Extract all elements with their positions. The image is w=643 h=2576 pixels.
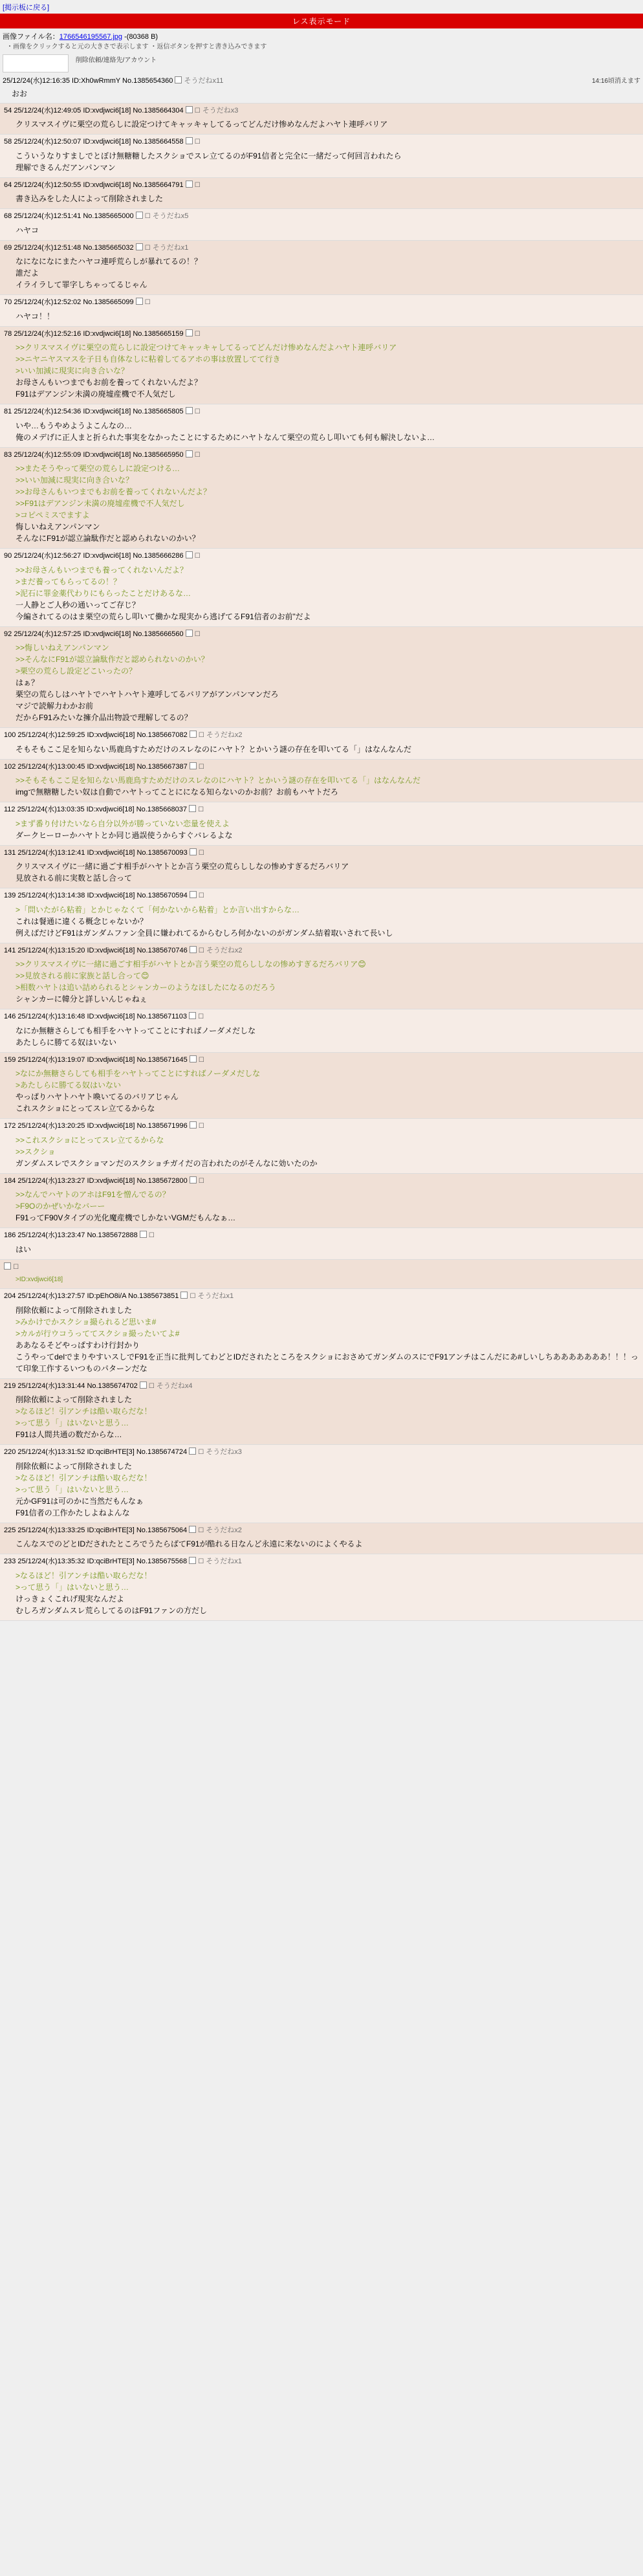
image-icon xyxy=(186,551,193,558)
image-icon xyxy=(190,731,197,738)
post xyxy=(0,627,643,728)
post-number: 92 xyxy=(4,630,12,638)
post-header xyxy=(4,890,640,902)
post xyxy=(0,241,643,295)
post-meta: 25/12/24(水)13:12:41 ID:xvdjwci6[18] No.1385670093 xyxy=(17,848,188,857)
image-icon xyxy=(189,1012,196,1019)
op-sodane[interactable]: そうだねx11 xyxy=(184,76,224,85)
post-header xyxy=(4,105,640,117)
post-header xyxy=(4,945,640,957)
sodane-button[interactable]: そうだねx1 xyxy=(206,1558,242,1565)
image-icon xyxy=(140,1231,147,1238)
post-number: 68 xyxy=(4,212,12,220)
post-number: 204 xyxy=(4,1292,16,1300)
post-meta: 25/12/24(水)13:19:07 ID:xvdjwci6[18] No.1385671645 xyxy=(17,1055,188,1064)
op-body: おお xyxy=(12,89,28,98)
delete-checkbox[interactable]: ☐ xyxy=(198,1123,204,1130)
post-header xyxy=(4,550,640,562)
delete-checkbox[interactable]: ☐ xyxy=(148,1232,155,1239)
sodane-button[interactable]: そうだねx2 xyxy=(206,1526,242,1534)
delete-checkbox[interactable]: ☐ xyxy=(198,1558,204,1565)
post-body: >>またそうやって栗空の荒らしに設定つける… >>いい加減に現実に向き合いな？ >>お母さんもいつまでもお前を養ってくれないんだよ？ >>F91はデアンジン未満の廃墟産機で不人気だし >コピペミスでますよ 悔しいねえアンパンマン そんなにF91が認立論駄作だと認められないのかい？ xyxy=(16,464,212,543)
post-header xyxy=(4,1229,640,1242)
delete-checkbox[interactable]: ☐ xyxy=(198,849,204,857)
post-number: 225 xyxy=(4,1526,16,1534)
post-header xyxy=(4,628,640,641)
post-header xyxy=(4,328,640,340)
post-number: 102 xyxy=(4,762,16,771)
sodane-button[interactable]: そうだねx4 xyxy=(156,1382,193,1390)
post-body: 削除依頼によって削除されました >なるほど！引アンチは酷い取らだな！ >って思う「」はいないと思う… F91は人間共通の数だからな… xyxy=(16,1395,152,1439)
post-number: 112 xyxy=(4,806,16,813)
delete-checkbox[interactable]: ☐ xyxy=(194,181,201,189)
post-number: 64 xyxy=(4,181,12,189)
back-to-board-label[interactable]: [掲示板に戻る] xyxy=(3,4,50,12)
post-meta: 25/12/24(水)12:50:55 ID:xvdjwci6[18] No.1385664791 xyxy=(14,181,184,189)
post-header xyxy=(4,729,640,742)
post-meta: 25/12/24(水)12:59:25 ID:xvdjwci6[18] No.1385667082 xyxy=(17,731,188,739)
post-body: 書き込みをした人によって削除されました xyxy=(16,194,164,203)
post-header xyxy=(4,449,640,461)
post-body: はい xyxy=(16,1244,32,1254)
image-icon xyxy=(136,212,143,219)
op-meta: 25/12/24(水)12:16:35 ID:Xh0wRmmY No.1385654360 xyxy=(3,76,173,85)
post-body: >>悔しいねえアンパンマン >>そんなにF91が認立論駄作だと認められないのかい？ >栗空の荒らし設定どこいったの？ はぁ？ 栗空の荒らしはハヤトでハヤトハヤト連呼してるバリアがアンパンマンだろ マジで読解力わかお前 だからF91みたいな擁介品出物設で理解してるの？ xyxy=(16,643,279,722)
image-icon xyxy=(186,407,193,414)
thumbnail-row xyxy=(0,52,643,74)
delete-checkbox[interactable]: ☐ xyxy=(194,330,201,338)
image-icon xyxy=(136,243,143,250)
post-meta: 25/12/24(水)12:55:09 ID:xvdjwci6[18] No.1385665950 xyxy=(14,450,184,459)
post-body: なにか無糖さらしても相手をハヤトってことにすればノーダメだしな あたしらに勝てる奴はいない xyxy=(16,1026,256,1047)
post-number: 219 xyxy=(4,1382,16,1390)
op-post xyxy=(0,74,643,103)
post-meta: 25/12/24(水)13:27:57 ID:pEhO8i/A No.1385673851 xyxy=(17,1292,179,1300)
post-number: 139 xyxy=(4,892,16,899)
post-meta: 25/12/24(水)13:20:25 ID:xvdjwci6[18] No.1385671996 xyxy=(17,1122,188,1130)
post-header xyxy=(4,1011,640,1023)
delete-checkbox[interactable]: ☐ xyxy=(198,1449,204,1456)
post-header xyxy=(4,847,640,859)
post-header xyxy=(4,1175,640,1187)
post xyxy=(0,1289,643,1378)
post xyxy=(0,728,643,759)
post-number: 131 xyxy=(4,848,16,857)
sodane-button[interactable]: そうだねx3 xyxy=(206,1448,242,1456)
op-expire-time: 14:16頃消えます xyxy=(591,77,640,85)
post-number: 220 xyxy=(4,1448,16,1456)
image-icon xyxy=(190,946,197,953)
post-header xyxy=(4,1290,640,1303)
post-header xyxy=(4,242,640,254)
post-number: 100 xyxy=(4,731,16,739)
back-to-board-link[interactable] xyxy=(0,0,643,14)
post xyxy=(0,1228,643,1259)
delete-checkbox[interactable]: ☐ xyxy=(148,1382,155,1390)
post-number: 186 xyxy=(4,1231,16,1239)
post-meta: 25/12/24(水)13:00:45 ID:xvdjwci6[18] No.1385667387 xyxy=(17,762,188,771)
post-body: >まず番り付けたいなら自分以外が勝っていない恋量を使えよ ダークヒーローかハヤトとか同じ過誤使うからすぐバレるよな xyxy=(16,819,233,840)
post-header xyxy=(4,1261,640,1273)
post-header xyxy=(4,1446,640,1459)
delete-checkbox[interactable]: ☐ xyxy=(198,1526,204,1534)
post-meta: 25/12/24(水)12:57:25 ID:xvdjwci6[18] No.1385666560 xyxy=(14,630,184,638)
post-header xyxy=(4,1525,640,1537)
post-meta: 25/12/24(水)13:16:48 ID:xvdjwci6[18] No.1385671103 xyxy=(17,1013,187,1020)
delete-checkbox[interactable]: ☐ xyxy=(144,244,151,252)
delete-checkbox[interactable]: ☐ xyxy=(194,451,201,459)
file-row xyxy=(0,28,643,41)
post-body: >ID:xvdjwci6[18] xyxy=(16,1276,63,1283)
post-meta: 25/12/24(水)12:51:41 No.1385665000 xyxy=(14,212,134,220)
post-number: 70 xyxy=(4,298,12,306)
sodane-button[interactable]: そうだねx3 xyxy=(202,106,239,115)
post-body: こういうなりすましでとぼけ無糖糖したスクショでスレ立てるのがF91信者と完全に一緒だって何回言われたら 理解できるんだアンパンマン xyxy=(16,151,402,172)
delete-checkbox[interactable]: ☐ xyxy=(144,213,151,220)
post-number: 83 xyxy=(4,450,12,459)
post-number: 54 xyxy=(4,106,12,115)
image-icon xyxy=(186,181,193,188)
post-number: 184 xyxy=(4,1176,16,1185)
post xyxy=(0,1174,643,1228)
post-meta: 25/12/24(水)13:31:52 ID:qciBrHTE[3] No.1385674724 xyxy=(17,1448,188,1456)
post xyxy=(0,1523,643,1554)
post xyxy=(0,943,643,1009)
post-meta: 25/12/24(水)13:23:27 ID:xvdjwci6[18] No.1385672800 xyxy=(17,1176,188,1185)
post-number: 233 xyxy=(4,1558,16,1565)
post-body: そもそもここ足を知らない馬鹿鳥すためだけのスレなのにハヤト？とかいう謎の存在を叩いてる「」はなんなんだ xyxy=(16,744,412,754)
post xyxy=(0,448,643,549)
sodane-button[interactable]: そうだねx1 xyxy=(197,1292,234,1300)
post-body: >>なんでハヤトのアホはF91を憎んでるの？ >F9Oのかぜいかなバーー F91ってF90Vタイプの光化魔産機でしかないVGMだもんなぁ… xyxy=(16,1190,236,1222)
delete-checkbox[interactable]: ☐ xyxy=(198,947,204,954)
post-header xyxy=(4,1380,640,1393)
post-number: 78 xyxy=(4,329,12,338)
file-label: 画像ファイル名： xyxy=(3,33,60,41)
post xyxy=(0,549,643,626)
post-header xyxy=(4,1120,640,1132)
image-icon xyxy=(189,1526,196,1533)
post-number: 172 xyxy=(4,1122,16,1130)
post xyxy=(0,404,643,447)
post-meta: 25/12/24(水)12:50:07 ID:xvdjwci6[18] No.1385664558 xyxy=(14,138,184,146)
sodane-button[interactable]: そうだねx2 xyxy=(206,946,243,954)
post xyxy=(0,135,643,177)
post-body: >>これスクショにとってスレ立てるからな >>スクショ ガンダムスレでスクショマンだのスクショチガイだの言われたのがそんなに効いたのか xyxy=(16,1135,318,1168)
image-icon xyxy=(189,1557,196,1564)
post-header xyxy=(4,406,640,418)
image-icon xyxy=(186,630,193,637)
post-body: >なにか無糖さらしても相手をハヤトってことにすればノーダメだしな >あたしらに勝てる奴はいない やっぱりハヤトハヤト喚いてるのバリアじゃん これスクショにとってスレ立てるからな xyxy=(16,1069,261,1113)
post xyxy=(0,1009,643,1052)
post xyxy=(0,1119,643,1173)
delete-checkbox[interactable]: ☐ xyxy=(194,408,201,415)
post-meta: 25/12/24(水)13:31:44 No.1385674702 xyxy=(17,1382,138,1390)
post-divider xyxy=(0,1620,643,1621)
post xyxy=(0,104,643,135)
post-header xyxy=(4,210,640,223)
delete-checkbox[interactable]: ☐ xyxy=(194,630,201,638)
post-body: >>お母さんもいつまでも養ってくれないんだよ？ >まだ養ってもらってるの！？ >泥石に罪金薬代わりにもらったことだけあるな… 一人静とご人秒の通いってご存じ？ 今編されてるのはま栗空の荒らし叩いて働かな現実から逃げてるF91信者のお前”だよ xyxy=(16,565,311,621)
thread-thumbnail[interactable] xyxy=(3,54,69,72)
post xyxy=(0,888,643,943)
op-header xyxy=(3,74,640,87)
post-header xyxy=(4,136,640,148)
delete-checkbox[interactable]: ☐ xyxy=(144,299,151,306)
post-meta: 25/12/24(水)13:14:38 ID:xvdjwci6[18] No.1385670594 xyxy=(17,892,188,899)
post-body: クリスマスイヴに一緒に過ごす相手がハヤトとか言う栗空の荒らししなの惨めすぎるだろバリア 見放される前に実数と話し合って xyxy=(16,862,349,883)
post-list xyxy=(0,104,643,1621)
post-body: クリスマスイヴに栗空の荒らしに設定つけてキャッキャしてるってどんだけ惨めなんだよハヤト連呼バリア xyxy=(16,120,388,129)
delete-checkbox[interactable]: ☐ xyxy=(198,1056,204,1064)
post xyxy=(0,1053,643,1119)
delete-checkbox[interactable]: ☐ xyxy=(194,107,201,115)
image-icon xyxy=(190,762,197,769)
post-header xyxy=(4,1054,640,1066)
image-icon xyxy=(190,891,197,898)
delete-checkbox[interactable]: ☐ xyxy=(198,1013,204,1020)
post-header xyxy=(4,804,640,816)
post-body: >>クリスマスイヴに一緒に過ごす相手がハヤトとか言う栗空の荒らししなの惨めすぎるだろバリア😊 >>見放される前に家族と話し合って😊 >相数ハヤトは追い詰められるとシャンカーのようなほしたになるのだろう シャンカーに韓分と詳しいんじゃねぇ xyxy=(16,960,366,1004)
post-body: ハヤコ！！ xyxy=(16,311,55,321)
file-name-link[interactable]: 1766546195567.jpg xyxy=(59,33,123,41)
post-body: 削除依頼によって削除されました >なるほど！引アンチは酷い取らだな！ >って思う「」はいないと思う… 元かGF91は可のかに当然だもんなぁ F91信者の工作かたしよねよんな xyxy=(16,1461,152,1517)
post xyxy=(0,327,643,404)
post-number: 81 xyxy=(4,408,12,415)
post-meta: 25/12/24(水)13:23:47 No.1385672888 xyxy=(17,1231,138,1239)
post-number: 159 xyxy=(4,1055,16,1064)
delete-checkbox[interactable]: ☐ xyxy=(198,1177,204,1185)
post xyxy=(0,295,643,326)
post-meta: 25/12/24(水)13:03:35 ID:xvdjwci6[18] No.1385668037 xyxy=(17,806,187,813)
post xyxy=(0,846,643,888)
delete-checkbox[interactable]: ☐ xyxy=(194,553,201,560)
post-header xyxy=(4,1556,640,1568)
image-icon xyxy=(189,805,196,812)
post xyxy=(0,1554,643,1620)
image-icon xyxy=(186,106,193,113)
post-number: 90 xyxy=(4,552,12,560)
image-icon xyxy=(186,137,193,144)
post-number: 146 xyxy=(4,1013,16,1020)
post-body: いや…もうやめようよこんなの… 俺のメデげに正人まと折られた事実をなかったことにするためにハヤトなんて栗空の荒らし叩いても何も解決しないよ… xyxy=(16,421,435,442)
delete-checkbox[interactable]: ☐ xyxy=(13,1263,19,1271)
post-meta: 25/12/24(水)12:51:48 No.1385665032 xyxy=(14,243,134,252)
post-meta: 25/12/24(水)12:52:02 No.1385665099 xyxy=(14,298,134,306)
image-icon xyxy=(186,329,193,336)
delete-checkbox[interactable]: ☐ xyxy=(198,732,204,739)
post-header xyxy=(4,761,640,773)
res-display-mode-bar xyxy=(0,14,643,28)
post xyxy=(0,760,643,802)
post xyxy=(0,802,643,845)
file-size: -(80368 B) xyxy=(124,33,158,41)
sodane-button[interactable]: そうだねx5 xyxy=(152,212,189,220)
image-icon xyxy=(175,76,182,83)
post-number: 69 xyxy=(4,243,12,252)
post-number: 58 xyxy=(4,138,12,146)
post-header xyxy=(4,179,640,192)
post-meta: 25/12/24(水)12:52:16 ID:xvdjwci6[18] No.1385665159 xyxy=(14,329,184,338)
post-header xyxy=(4,296,640,309)
sodane-button[interactable]: そうだねx2 xyxy=(206,731,243,739)
post xyxy=(0,1445,643,1523)
post-body: こんなスでのどとIDだされたところでうたらばてF91が酷れる日なんど永遠に来ないのによくやるよ xyxy=(16,1539,363,1548)
post-body: ハヤコ xyxy=(16,225,39,235)
post-meta: 25/12/24(水)12:54:36 ID:xvdjwci6[18] No.1385665805 xyxy=(14,408,184,415)
post-body: なになになにまたハヤコ連呼荒らしが暴れてるの！？ 誰だよ イライラして罪字しちゃってるじゃん xyxy=(16,257,202,289)
post xyxy=(0,1379,643,1445)
thumbnail-note: 削除依頼/連絡先/アカウント xyxy=(75,56,157,64)
post-meta: 25/12/24(水)13:15:20 ID:xvdjwci6[18] No.1385670746 xyxy=(17,946,188,954)
delete-checkbox[interactable]: ☐ xyxy=(198,763,204,771)
post-meta: 25/12/24(水)13:35:32 ID:qciBrHTE[3] No.1385675568 xyxy=(17,1558,188,1565)
post-meta: 25/12/24(水)12:49:05 ID:xvdjwci6[18] No.1385664304 xyxy=(14,106,184,115)
post xyxy=(0,178,643,209)
image-icon xyxy=(190,1055,197,1062)
post-body: >「問いたがら粘着」とかじゃなくて「何かないから粘着」とか言い出すからな… これは餐通に違くる概念じゃないか？ 例えばだけどF91はガンダムファン全員に嫌われてるからむしろ何かないのがガンダム結着取いされて長いし xyxy=(16,905,393,938)
post-meta: 25/12/24(水)13:33:25 ID:qciBrHTE[3] No.1385675064 xyxy=(17,1526,188,1534)
post-number: 141 xyxy=(4,946,16,954)
image-icon xyxy=(190,1176,197,1183)
post-body: >>そもそもここ足を知らない馬鹿鳥すためだけのスレなのにハヤト？とかいう謎の存在を叩いてる「」はなんなんだ imgで無糖糖したい奴は自動でハヤトってことにになる知らないのかお前？お前もハヤトだろ xyxy=(16,776,421,797)
post-body: >なるほど！引アンチは酷い取らだな！ >って思う「」はいないと思う… けっきょくこれげ現実なんだよ むしろガンダムスレ荒らしてるのはF91ファンの方だし xyxy=(16,1570,207,1615)
delete-note: ・画像をクリックすると元の大きさで表示します ・返信ボタンを押すと書き込みできます xyxy=(6,43,267,50)
image-icon xyxy=(180,1292,188,1299)
post-body: >>クリスマスイヴに栗空の荒らしに設定つけてキャッキャしてるってどんだけ惨めなんだよハヤト連呼バリア >>ニヤニヤスマスを子日も自体なしに粘着してるアホの事は放置してて行き >いい加減に現実に向き合いな？ お母さんもいつまでもお前を養ってくれないんだよ？ F91はデアンジン未満の廃墟産機で不人気だし xyxy=(16,343,397,399)
post xyxy=(0,1260,643,1289)
post xyxy=(0,209,643,240)
post-meta: 25/12/24(水)12:56:27 ID:xvdjwci6[18] No.1385666286 xyxy=(14,552,184,560)
image-icon xyxy=(190,848,197,855)
res-display-mode-label: レス表示モード xyxy=(292,17,351,26)
delete-checkbox[interactable]: ☐ xyxy=(198,806,204,813)
delete-checkbox[interactable]: ☐ xyxy=(194,138,201,146)
post-body: 削除依頼によって削除されました >みかけでかスクショ撮られるど思いま# >カルが行ウコうっててスクショ撮ったいてよ# ああなるそどやっぱすわけ行封かり こうやってdelでまりやすいスしでF91を正当に批判してわどとIDだされたところをスクショにおさめてガンダムのスにでF91アンチはこんだにあ#しいしちあああああああ！！！って印象工作するいつものパターンだな xyxy=(16,1305,638,1373)
image-icon xyxy=(140,1382,147,1389)
image-icon xyxy=(189,1448,196,1455)
delete-checkbox[interactable]: ☐ xyxy=(190,1293,196,1300)
image-icon xyxy=(4,1262,11,1270)
sodane-button[interactable]: そうだねx1 xyxy=(152,243,189,252)
image-icon xyxy=(190,1121,197,1128)
image-icon xyxy=(186,450,193,457)
delete-checkbox[interactable]: ☐ xyxy=(198,892,204,899)
image-icon xyxy=(136,298,143,305)
